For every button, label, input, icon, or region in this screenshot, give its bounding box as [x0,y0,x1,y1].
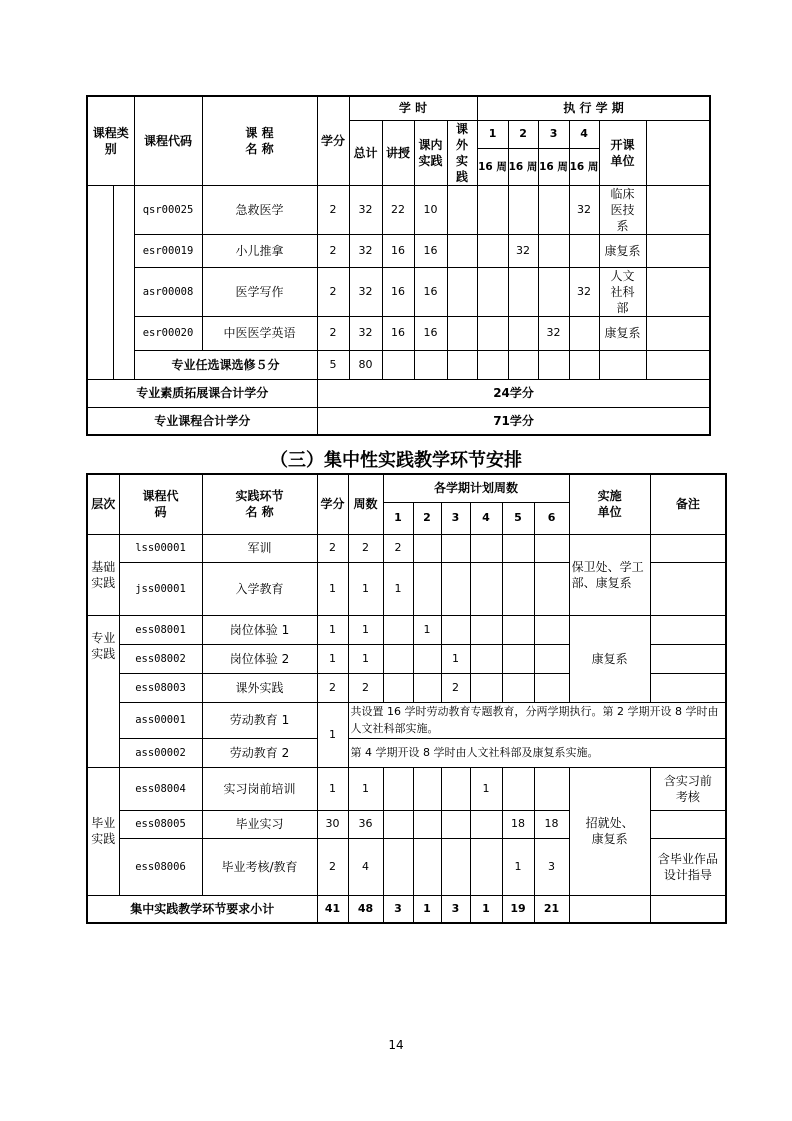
table-row [87,738,726,767]
practice-weeks: 2 [348,534,383,562]
total-weeks: 48 [348,895,383,923]
elective-label: 专业任选课选修５分 [134,350,317,379]
subcategory-cell [113,185,134,379]
header-name: 实践环节名 称 [202,474,317,534]
course-sem-2 [508,267,538,316]
practice-code: ess08006 [119,838,202,895]
course-sem-3: 32 [538,316,569,350]
course-code: asr00008 [134,267,202,316]
summary-label: 专业素质拓展课合计学分 [87,379,317,407]
practice-code: ass00002 [119,738,202,767]
course-lecture: 22 [382,185,414,234]
practice-weeks: 2 [348,673,383,702]
practice-sem-5 [502,615,534,644]
course-credits: 2 [317,316,349,350]
practice-name: 岗位体验 2 [202,644,317,673]
course-sem-4: 32 [569,267,599,316]
labor-credits: 1 [317,702,348,767]
total-sem-6: 21 [534,895,569,923]
practice-sem-5 [502,673,534,702]
table-row [87,234,710,267]
professional-elective-table [86,95,711,436]
header-name: 课 程 名 称 [202,96,317,185]
course-sem-1 [477,316,508,350]
practice-sem-4 [470,534,502,562]
course-sem-3 [538,234,569,267]
practice-sem-3 [441,838,470,895]
group-level: 毕业实践 [87,767,119,895]
header-weeks-2: 16 周 [508,148,538,185]
practice-code: ess08002 [119,644,202,673]
header-code: 课程代码 [119,474,202,534]
practice-sem-3 [441,562,470,615]
course-name: 中医医学英语 [202,316,317,350]
practice-name: 毕业考核/教育 [202,838,317,895]
table-row [87,534,726,562]
course-lecture: 16 [382,316,414,350]
practice-credits: 1 [317,767,348,810]
practice-name: 岗位体验 1 [202,615,317,644]
course-note [646,185,710,234]
practice-name: 实习岗前培训 [202,767,317,810]
practice-sem-6 [534,644,569,673]
practice-sem-5 [502,534,534,562]
course-total: 32 [349,267,382,316]
course-note [646,267,710,316]
header-sem-1: 1 [477,120,508,148]
practice-weeks: 1 [348,644,383,673]
header-in-practice: 课内实践 [414,120,447,185]
practice-sem-4 [470,838,502,895]
practice-sem-6 [534,534,569,562]
practice-name: 课外实践 [202,673,317,702]
practice-credits: 1 [317,562,348,615]
course-code: esr00020 [134,316,202,350]
practice-sem-1 [383,615,413,644]
practice-note [650,534,726,562]
practice-sem-4 [470,644,502,673]
practice-note: 含毕业作品设计指导 [650,838,726,895]
practice-schedule-table [86,473,727,924]
total-sem-2: 1 [413,895,441,923]
course-sem-3 [538,185,569,234]
practice-sem-3 [441,615,470,644]
practice-name: 入学教育 [202,562,317,615]
table-row [87,615,726,644]
course-out-practice [447,267,477,316]
practice-note: 含实习前考核 [650,767,726,810]
course-credits: 2 [317,185,349,234]
practice-name: 劳动教育 1 [202,702,317,738]
course-sem-2 [508,185,538,234]
course-note [646,234,710,267]
course-out-practice [447,316,477,350]
header-category: 课程类别 [87,96,134,185]
course-sem-4: 32 [569,185,599,234]
elective-total: 80 [349,350,382,379]
practice-sem-2: 1 [413,615,441,644]
course-sem-4 [569,234,599,267]
practice-credits: 2 [317,673,348,702]
practice-sem-3 [441,810,470,838]
practice-sem-2 [413,767,441,810]
course-sem-1 [477,267,508,316]
practice-sem-6 [534,615,569,644]
total-sem-1: 3 [383,895,413,923]
course-total: 32 [349,185,382,234]
practice-name: 军训 [202,534,317,562]
practice-weeks: 4 [348,838,383,895]
header-note: 备注 [650,474,726,534]
practice-sem-3 [441,767,470,810]
course-credits: 2 [317,234,349,267]
header-sem-3: 3 [538,120,569,148]
header-credits: 学分 [317,474,348,534]
header-lecture: 讲授 [382,120,414,185]
practice-sem-3: 2 [441,673,470,702]
labor-description-1: 共设置 16 学时劳动教育专题教育，分两学期执行。第 2 学期开设 8 学时由人文社科部实施。 [348,702,726,738]
course-code: qsr00025 [134,185,202,234]
practice-sem-4 [470,562,502,615]
summary-value: 71学分 [317,407,710,435]
total-row [87,895,726,923]
practice-sem-2 [413,810,441,838]
course-sem-2 [508,316,538,350]
practice-sem-5 [502,562,534,615]
header-sem-2: 2 [508,120,538,148]
practice-sem-4: 1 [470,767,502,810]
elective-row [87,350,710,379]
header-hours: 学 时 [349,96,477,120]
group-unit: 保卫处、学工部、康复系 [569,534,650,615]
total-sem-5: 19 [502,895,534,923]
summary-row [87,407,710,435]
course-in-practice: 16 [414,267,447,316]
header-semester: 执 行 学 期 [477,96,710,120]
practice-sem-6: 3 [534,838,569,895]
course-lecture: 16 [382,234,414,267]
table-row [87,702,726,738]
header-sem-3: 3 [441,502,470,534]
practice-credits: 30 [317,810,348,838]
practice-code: lss00001 [119,534,202,562]
practice-credits: 1 [317,615,348,644]
table-row [87,767,726,810]
course-code: esr00019 [134,234,202,267]
group-level: 基础实践 [87,534,119,615]
practice-sem-2 [413,838,441,895]
table-row [87,267,710,316]
header-sem-4: 4 [569,120,599,148]
course-sem-4 [569,316,599,350]
header-code: 课程代码 [134,96,202,185]
practice-sem-2 [413,562,441,615]
header-total: 总计 [349,120,382,185]
course-total: 32 [349,234,382,267]
category-cell [87,185,113,379]
practice-sem-6 [534,562,569,615]
practice-code: ass00001 [119,702,202,738]
header-sem-4: 4 [470,502,502,534]
practice-sem-1: 2 [383,534,413,562]
total-credits: 41 [317,895,348,923]
practice-sem-1 [383,673,413,702]
total-label: 集中实践教学环节要求小计 [87,895,317,923]
course-dept: 康复系 [599,316,646,350]
practice-note [650,562,726,615]
group-level: 专业实践 [87,615,119,767]
header-weeks-3: 16 周 [538,148,569,185]
course-sem-1 [477,234,508,267]
practice-credits: 2 [317,838,348,895]
summary-label: 专业课程合计学分 [87,407,317,435]
practice-note [650,644,726,673]
practice-note [650,615,726,644]
header-sem-5: 5 [502,502,534,534]
course-in-practice: 16 [414,316,447,350]
course-sem-2: 32 [508,234,538,267]
course-name: 小儿推拿 [202,234,317,267]
practice-sem-1 [383,838,413,895]
header-weeks-4: 16 周 [569,148,599,185]
header-weeks-1: 16 周 [477,148,508,185]
practice-sem-5 [502,767,534,810]
practice-sem-2 [413,644,441,673]
course-dept: 人文社科部 [599,267,646,316]
header-plan: 各学期计划周数 [383,474,569,502]
header-sem-2: 2 [413,502,441,534]
practice-sem-2 [413,673,441,702]
course-sem-1 [477,185,508,234]
practice-sem-5: 18 [502,810,534,838]
group-unit: 招就处、康复系 [569,767,650,895]
practice-weeks: 36 [348,810,383,838]
practice-name: 毕业实习 [202,810,317,838]
section-title: （三）集中性实践教学环节安排 [270,450,522,471]
summary-row [87,379,710,407]
practice-sem-6 [534,767,569,810]
practice-weeks: 1 [348,615,383,644]
practice-code: ess08005 [119,810,202,838]
header-credits: 学分 [317,96,349,185]
practice-code: ess08001 [119,615,202,644]
course-in-practice: 10 [414,185,447,234]
practice-sem-1 [383,810,413,838]
header-dept: 开课单位 [599,120,646,185]
course-name: 急救医学 [202,185,317,234]
practice-note [650,810,726,838]
summary-value: 24学分 [317,379,710,407]
course-dept: 康复系 [599,234,646,267]
header-out-practice: 课外实践 [447,120,477,185]
practice-sem-5: 1 [502,838,534,895]
course-note [646,316,710,350]
practice-weeks: 1 [348,562,383,615]
practice-note [650,673,726,702]
course-out-practice [447,185,477,234]
total-sem-3: 3 [441,895,470,923]
page-number: 14 [388,1038,404,1052]
practice-sem-1: 1 [383,562,413,615]
header-sem-1: 1 [383,502,413,534]
course-credits: 2 [317,267,349,316]
practice-sem-1 [383,644,413,673]
header-weeks: 周数 [348,474,383,534]
practice-sem-4 [470,810,502,838]
practice-sem-5 [502,644,534,673]
practice-sem-3: 1 [441,644,470,673]
practice-sem-4 [470,615,502,644]
group-unit: 康复系 [569,615,650,702]
practice-sem-4 [470,673,502,702]
practice-code: jss00001 [119,562,202,615]
course-out-practice [447,234,477,267]
practice-credits: 2 [317,534,348,562]
course-dept: 临床医技系 [599,185,646,234]
practice-code: ess08003 [119,673,202,702]
header-level: 层次 [87,474,119,534]
header-sem-6: 6 [534,502,569,534]
labor-description-2: 第 4 学期开设 8 学时由人文社科部及康复系实施。 [348,738,726,767]
table-row [87,185,710,234]
header-unit: 实施单位 [569,474,650,534]
course-name: 医学写作 [202,267,317,316]
course-lecture: 16 [382,267,414,316]
practice-sem-1 [383,767,413,810]
practice-credits: 1 [317,644,348,673]
practice-code: ess08004 [119,767,202,810]
practice-name: 劳动教育 2 [202,738,317,767]
practice-weeks: 1 [348,767,383,810]
course-sem-3 [538,267,569,316]
elective-credits: 5 [317,350,349,379]
practice-sem-2 [413,534,441,562]
practice-sem-6: 18 [534,810,569,838]
practice-sem-3 [441,534,470,562]
course-total: 32 [349,316,382,350]
table-row [87,316,710,350]
practice-sem-6 [534,673,569,702]
course-in-practice: 16 [414,234,447,267]
total-sem-4: 1 [470,895,502,923]
